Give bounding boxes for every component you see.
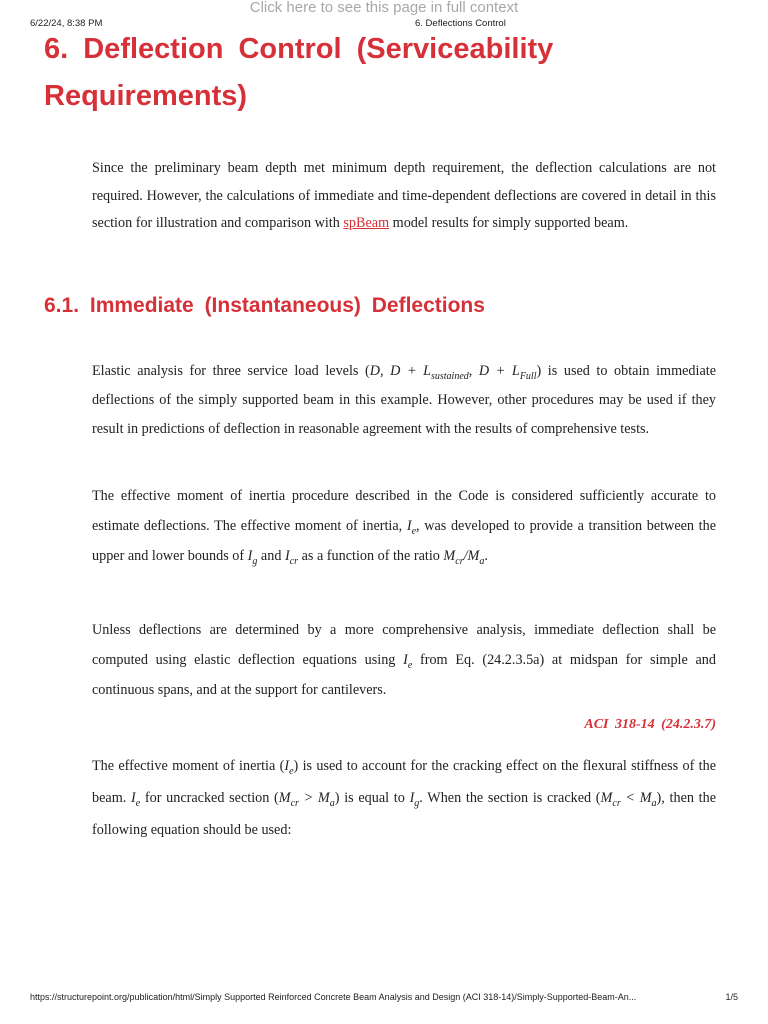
text-run: ,	[468, 363, 479, 379]
math-subscript: a	[479, 556, 485, 567]
math-symbol: I	[284, 758, 290, 774]
math-subscript: cr	[612, 798, 621, 809]
text-run: The effective moment of inertia procedure described in the Code is considered sufficiently accurate to estimate deflections. The effective moment of inertia,	[92, 488, 716, 534]
math-symbol: I	[247, 548, 253, 564]
math-subscript: e	[407, 660, 413, 671]
math-symbol: I	[130, 790, 136, 806]
page-number: 1/5	[725, 992, 738, 1002]
spbeam-link[interactable]: spBeam	[343, 215, 390, 231]
intro-text-end: model results for simply supported beam.	[389, 215, 629, 231]
print-datetime: 6/22/24, 8:38 PM	[30, 18, 103, 29]
text-run: , was developed to provide a transition between the upper and lower bounds of	[92, 518, 716, 564]
text-run: Unless deflections are determined by a more comprehensive analysis, immediate deflection shall be computed using elastic deflection equations using	[92, 622, 716, 668]
math-subscript: Full	[519, 371, 537, 382]
math-symbol: I	[403, 652, 408, 668]
math-symbol: I	[284, 548, 290, 564]
math-subscript: e	[135, 798, 141, 809]
full-context-link[interactable]: Click here to see this page in full context	[249, 0, 519, 16]
effective-moment-paragraph	[92, 481, 716, 571]
math-subscript: e	[411, 526, 417, 537]
intro-text: Since the preliminary beam depth met minimum depth requirement, the deflection calculations are not required. However, the calculations of immediate and time-dependent deflections are covered in detail in this section for illustration and comparison with	[92, 160, 716, 231]
math-symbol: > M	[298, 790, 330, 806]
math-subscript: a	[329, 798, 335, 809]
math-symbol: M	[600, 790, 613, 806]
print-page-title: 6. Deflections Control	[415, 18, 506, 29]
math-symbol: D + L	[478, 363, 520, 379]
math-subscript: cr	[289, 556, 299, 567]
text-run: for uncracked section (	[140, 790, 279, 806]
text-run: ) is used to obtain immediate deflections of the simply supported beam in this example. However, other procedures may be used if they result in predictions of deflection in reasonable agreement with the results of comprehensive tests.	[92, 363, 716, 437]
text-run: and	[257, 548, 285, 564]
math-subscript: e	[289, 766, 294, 777]
math-subscript: a	[651, 798, 657, 809]
math-subscript: cr	[455, 556, 464, 567]
math-subscript: g	[252, 556, 258, 567]
math-symbol: M	[278, 790, 291, 806]
text-run: ) is equal to	[334, 790, 410, 806]
text-run: ) is used to account for the cracking effect on the flexural stiffness of the beam.	[92, 758, 716, 806]
subsection-heading: 6.1. Immediate (Instantaneous) Deflections	[44, 294, 485, 317]
text-run: . When the section is cracked (	[419, 790, 601, 806]
text-run: .	[484, 548, 488, 564]
text-run: ), then the following equation should be used:	[92, 790, 716, 838]
print-footer	[30, 992, 738, 1004]
section-heading: 6. Deflection Control (Serviceability Requirements)	[44, 33, 554, 112]
text-run: from Eq. (24.2.3.5a) at midspan for simple and continuous spans, and at the support for cantilevers.	[92, 652, 716, 698]
text-run: Elastic analysis for three service load levels (	[92, 363, 370, 379]
math-symbol: < M	[620, 790, 652, 806]
math-symbol: D, D + L	[369, 363, 431, 379]
page-url: https://structurepoint.org/publication/html/Simply Supported Reinforced Concrete Beam Analysis and Design (ACI 318-14)/Simply-Supported-Beam-An...	[30, 992, 637, 1002]
elastic-analysis-paragraph	[92, 357, 716, 444]
math-symbol: /M	[463, 548, 480, 564]
math-symbol: I	[406, 518, 412, 534]
math-symbol: I	[409, 790, 415, 806]
code-reference: ACI 318-14 (24.2.3.7)	[584, 717, 716, 732]
math-symbol: M	[443, 548, 456, 564]
text-run: The effective moment of inertia (	[92, 758, 285, 774]
intro-paragraph	[92, 155, 716, 238]
math-subscript: sustained	[431, 371, 469, 382]
math-subscript: g	[414, 798, 420, 809]
deflection-computation-paragraph	[92, 615, 716, 705]
cracking-effect-paragraph	[92, 750, 716, 846]
math-subscript: cr	[290, 798, 299, 809]
text-run: as a function of the ratio	[298, 548, 444, 564]
